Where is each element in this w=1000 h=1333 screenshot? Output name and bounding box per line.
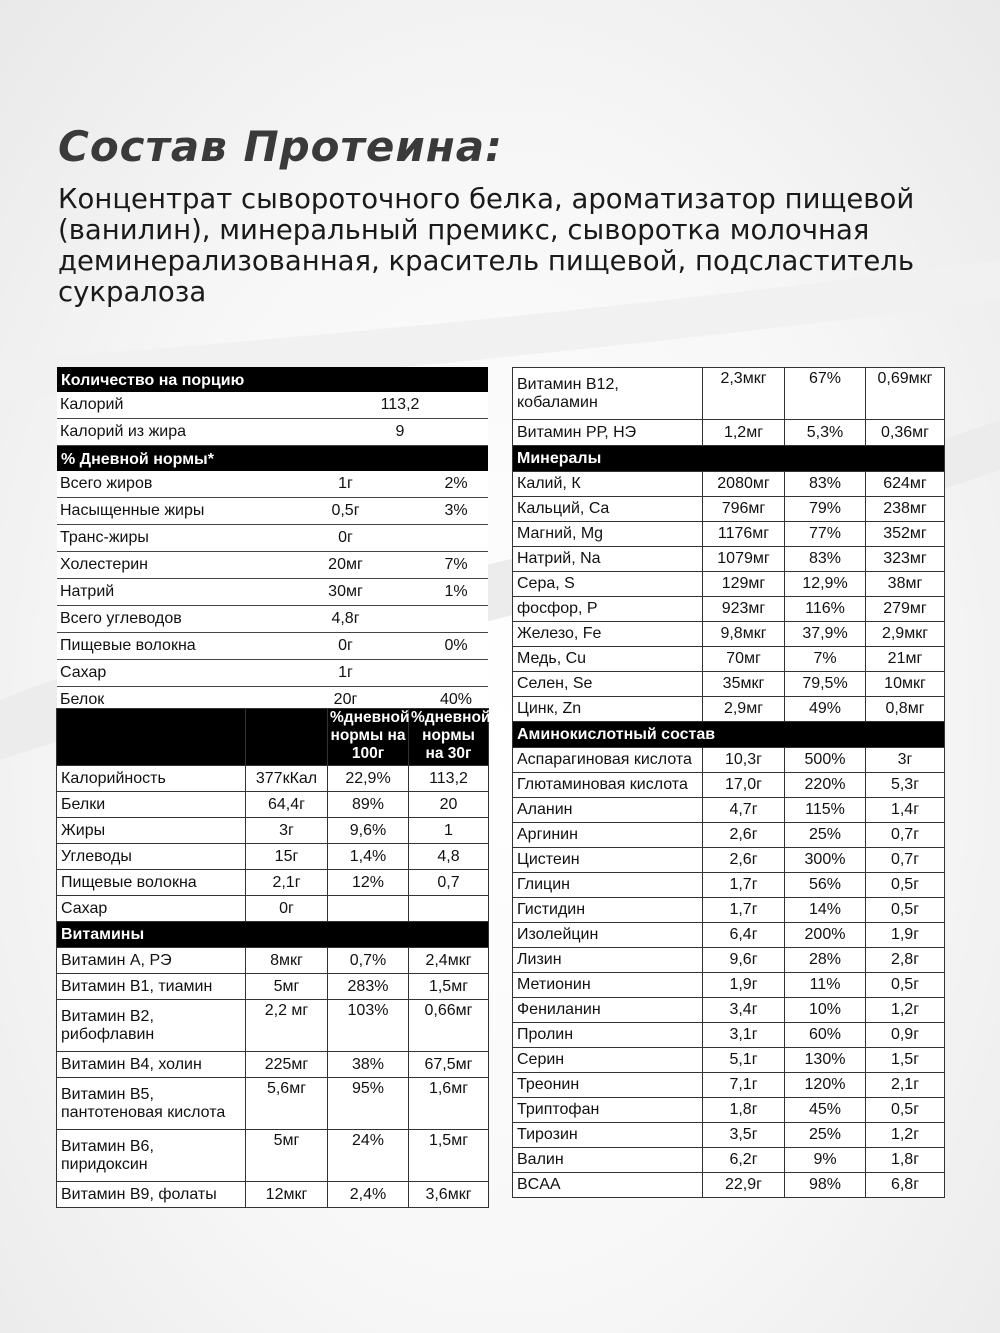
amino-header: Аминокислотный состав <box>513 722 945 748</box>
row-value: 0,8мг <box>866 697 945 722</box>
row-value: 21мг <box>866 647 945 672</box>
table-row <box>57 792 489 818</box>
row-label: Глютаминовая кислота <box>513 773 703 798</box>
row-value: 1 <box>409 818 489 844</box>
row-value <box>409 896 489 922</box>
row-value: 500% <box>785 748 866 773</box>
row-value: 60% <box>785 1023 866 1048</box>
row-label: Аспарагиновая кислота <box>513 748 703 773</box>
row-value: 5,3% <box>785 420 866 446</box>
table-row <box>513 547 945 572</box>
row-value: 1079мг <box>703 547 785 572</box>
row-value: 6,2г <box>703 1148 785 1173</box>
row-value: 89% <box>328 792 409 818</box>
table-row <box>513 572 945 597</box>
row-value: 103% <box>328 1000 409 1052</box>
row-value: 5,6мг <box>246 1078 328 1130</box>
row-value: 1,2мг <box>703 420 785 446</box>
row-value: 4,7г <box>703 798 785 823</box>
row-value: 5мг <box>246 974 328 1000</box>
row-value: 116% <box>785 597 866 622</box>
row-value: 2,4% <box>328 1182 409 1208</box>
row-value: 5,1г <box>703 1048 785 1073</box>
nutrition-table-panel <box>56 708 491 1208</box>
row-value: 3,5г <box>703 1123 785 1148</box>
row-label: Витамин В1, тиамин <box>57 974 246 1000</box>
row-value: 3г <box>246 818 328 844</box>
serving-value: 113,2 <box>380 396 420 413</box>
row-value: 38мг <box>866 572 945 597</box>
row-label: Сера, S <box>513 572 703 597</box>
row-value: 2,2 мг <box>246 1000 328 1052</box>
row-value: 12мкг <box>246 1182 328 1208</box>
row-value: 9,8мкг <box>703 622 785 647</box>
daily-label: Натрий <box>60 583 115 600</box>
row-label: Витамин А, РЭ <box>57 948 246 974</box>
row-value: 1,9г <box>703 973 785 998</box>
daily-amount: 4,8г <box>331 610 360 627</box>
table-row <box>513 497 945 522</box>
row-value: 0,7 <box>409 870 489 896</box>
row-label: Углеводы <box>57 844 246 870</box>
row-value: 283% <box>328 974 409 1000</box>
row-label: Аланин <box>513 798 703 823</box>
table-row <box>57 896 489 922</box>
vitamins-header: Витамины <box>57 922 489 948</box>
daily-amount: 0г <box>338 637 353 654</box>
row-value: 0г <box>246 896 328 922</box>
row-value: 1,5мг <box>409 1130 489 1182</box>
row-value: 130% <box>785 1048 866 1073</box>
daily-label: Пищевые волокна <box>60 637 196 654</box>
row-value: 83% <box>785 472 866 497</box>
row-value: 2080мг <box>703 472 785 497</box>
daily-row <box>57 471 488 498</box>
table-row <box>513 1123 945 1148</box>
row-value: 0,5г <box>866 873 945 898</box>
row-label: Изолейцин <box>513 923 703 948</box>
row-value: 22,9% <box>328 766 409 792</box>
table-row <box>513 1098 945 1123</box>
daily-amount: 20г <box>333 691 358 708</box>
table-row <box>57 844 489 870</box>
row-value: 352мг <box>866 522 945 547</box>
table-row <box>513 973 945 998</box>
row-label: Витамин В2, рибофлавин <box>57 1000 246 1052</box>
serving-row <box>57 419 488 446</box>
row-value: 5,3г <box>866 773 945 798</box>
row-value: 2,9мкг <box>866 622 945 647</box>
row-label: Триптофан <box>513 1098 703 1123</box>
row-label: Витамин В9, фолаты <box>57 1182 246 1208</box>
daily-label: Белок <box>60 691 105 708</box>
daily-amount: 1г <box>338 475 353 492</box>
row-label: Магний, Mg <box>513 522 703 547</box>
row-label: Тирозин <box>513 1123 703 1148</box>
row-value: 4,8 <box>409 844 489 870</box>
daily-label: Всего углеводов <box>60 610 182 627</box>
row-label: Селен, Se <box>513 672 703 697</box>
row-value: 25% <box>785 823 866 848</box>
row-value: 67,5мг <box>409 1052 489 1078</box>
daily-row <box>57 552 488 579</box>
row-label: Аргинин <box>513 823 703 848</box>
row-label: Медь, Cu <box>513 647 703 672</box>
vitamins-header-row <box>57 922 489 948</box>
table-row <box>513 948 945 973</box>
row-value: 12,9% <box>785 572 866 597</box>
row-label: Витамин В5, пантотеновая кислота <box>57 1078 246 1130</box>
row-value: 120% <box>785 1073 866 1098</box>
row-value: 0,7г <box>866 848 945 873</box>
row-value: 15г <box>246 844 328 870</box>
row-value: 1,7г <box>703 898 785 923</box>
serving-value: 9 <box>395 423 405 440</box>
row-label: Железо, Fe <box>513 622 703 647</box>
serving-label: Калорий из жира <box>60 423 187 440</box>
table-row <box>57 1182 489 1208</box>
daily-header: % Дневной нормы* <box>57 446 488 471</box>
row-label: Витамин В12, кобаламин <box>513 368 703 420</box>
right-table <box>512 367 945 1198</box>
row-value: 1,2г <box>866 1123 945 1148</box>
row-value: 1,8г <box>866 1148 945 1173</box>
row-value: 624мг <box>866 472 945 497</box>
row-value: 238мг <box>866 497 945 522</box>
row-value: 796мг <box>703 497 785 522</box>
row-value: 3,6мкг <box>409 1182 489 1208</box>
daily-percent: 40% <box>439 691 473 708</box>
row-value: 49% <box>785 697 866 722</box>
table-row <box>57 1078 489 1130</box>
table-row <box>513 923 945 948</box>
daily-rows <box>57 471 488 714</box>
minerals-header: Минералы <box>513 446 945 472</box>
row-label: Калий, К <box>513 472 703 497</box>
row-value: 279мг <box>866 597 945 622</box>
daily-percent: 0% <box>444 637 468 654</box>
row-value: 0,5г <box>866 1098 945 1123</box>
row-value: 24% <box>328 1130 409 1182</box>
row-value: 220% <box>785 773 866 798</box>
row-value: 2,1г <box>246 870 328 896</box>
row-value: 923мг <box>703 597 785 622</box>
minerals-header-row <box>513 446 945 472</box>
row-value: 3,1г <box>703 1023 785 1048</box>
row-value: 37,9% <box>785 622 866 647</box>
table-row <box>57 974 489 1000</box>
table-row <box>513 1173 945 1198</box>
row-value: 1,6мг <box>409 1078 489 1130</box>
table-row <box>513 647 945 672</box>
row-label: Витамин РР, НЭ <box>513 420 703 446</box>
row-value: 10мкг <box>866 672 945 697</box>
table-row <box>513 622 945 647</box>
row-value: 0,5г <box>866 898 945 923</box>
daily-amount: 1г <box>338 664 353 681</box>
row-value: 3,4г <box>703 998 785 1023</box>
row-value: 70мг <box>703 647 785 672</box>
table-row <box>513 472 945 497</box>
row-label: Серин <box>513 1048 703 1073</box>
table-row <box>57 766 489 792</box>
row-label: Пищевые волокна <box>57 870 246 896</box>
row-label: Белки <box>57 792 246 818</box>
table-row <box>57 948 489 974</box>
row-value: 225мг <box>246 1052 328 1078</box>
daily-row <box>57 498 488 525</box>
row-label: Цинк, Zn <box>513 697 703 722</box>
row-value: 1,5мг <box>409 974 489 1000</box>
daily-percent: 1% <box>444 583 468 600</box>
row-value: 38% <box>328 1052 409 1078</box>
row-value: 2,1г <box>866 1073 945 1098</box>
row-value: 0,36мг <box>866 420 945 446</box>
row-value: 17,0г <box>703 773 785 798</box>
row-label: Гистидин <box>513 898 703 923</box>
row-value: 7,1г <box>703 1073 785 1098</box>
table-row <box>513 823 945 848</box>
table-row <box>513 798 945 823</box>
row-value: 8мкг <box>246 948 328 974</box>
row-value: 129мг <box>703 572 785 597</box>
row-value: 2,6г <box>703 823 785 848</box>
col-header-100g: %дневной нормы на 100г <box>328 709 409 766</box>
table-row <box>513 748 945 773</box>
row-value: 3г <box>866 748 945 773</box>
row-value: 45% <box>785 1098 866 1123</box>
table-row <box>513 597 945 622</box>
right-table-panel <box>512 367 944 1198</box>
row-label: Цистеин <box>513 848 703 873</box>
row-value: 6,8г <box>866 1173 945 1198</box>
row-value: 22,9г <box>703 1173 785 1198</box>
row-value: 9,6г <box>703 948 785 973</box>
table-row <box>513 1148 945 1173</box>
row-value: 25% <box>785 1123 866 1148</box>
table-row <box>513 1023 945 1048</box>
row-value: 12% <box>328 870 409 896</box>
table-row <box>513 672 945 697</box>
row-value: 11% <box>785 973 866 998</box>
row-value: 323мг <box>866 547 945 572</box>
table-row <box>57 1052 489 1078</box>
row-label: Кальций, Ca <box>513 497 703 522</box>
row-value: 10,3г <box>703 748 785 773</box>
table-row <box>513 368 945 420</box>
row-value: 1,2г <box>866 998 945 1023</box>
table-row <box>513 873 945 898</box>
col-header-30g: %дневной нормы на 30г <box>409 709 489 766</box>
row-value: 35мкг <box>703 672 785 697</box>
header-blank <box>246 709 328 766</box>
row-value: 28% <box>785 948 866 973</box>
row-value: 77% <box>785 522 866 547</box>
serving-header: Количество на порцию <box>57 367 488 392</box>
row-value: 1,4% <box>328 844 409 870</box>
table-row <box>57 1130 489 1182</box>
row-value: 300% <box>785 848 866 873</box>
row-value: 1,4г <box>866 798 945 823</box>
daily-percent: 3% <box>444 502 468 519</box>
row-value: 0,7г <box>866 823 945 848</box>
row-value: 79,5% <box>785 672 866 697</box>
daily-label: Холестерин <box>60 556 148 573</box>
row-label: BCAA <box>513 1173 703 1198</box>
row-value: 115% <box>785 798 866 823</box>
row-label: Сахар <box>57 896 246 922</box>
row-value: 1176мг <box>703 522 785 547</box>
row-value: 2,4мкг <box>409 948 489 974</box>
serving-row <box>57 392 488 419</box>
row-value: 1,7г <box>703 873 785 898</box>
table-row <box>57 818 489 844</box>
row-label: Калорийность <box>57 766 246 792</box>
row-value: 1,8г <box>703 1098 785 1123</box>
row-value: 200% <box>785 923 866 948</box>
row-label: Витамин В4, холин <box>57 1052 246 1078</box>
row-value: 67% <box>785 368 866 420</box>
daily-amount: 0,5г <box>331 502 360 519</box>
row-value: 9,6% <box>328 818 409 844</box>
daily-label: Сахар <box>60 664 107 681</box>
daily-row <box>57 525 488 552</box>
daily-amount: 20мг <box>328 556 363 573</box>
row-value: 5мг <box>246 1130 328 1182</box>
row-value: 9% <box>785 1148 866 1173</box>
row-value: 7% <box>785 647 866 672</box>
row-value: 10% <box>785 998 866 1023</box>
row-label: Лизин <box>513 948 703 973</box>
table-row <box>513 998 945 1023</box>
row-value: 79% <box>785 497 866 522</box>
row-value: 0,7% <box>328 948 409 974</box>
table-row <box>513 697 945 722</box>
row-value: 377кКал <box>246 766 328 792</box>
row-value: 2,6г <box>703 848 785 873</box>
table-row <box>513 420 945 446</box>
row-value <box>328 896 409 922</box>
row-label: Пролин <box>513 1023 703 1048</box>
serving-rows <box>57 392 488 446</box>
row-label: Витамин В6, пиридоксин <box>57 1130 246 1182</box>
row-label: Фениланин <box>513 998 703 1023</box>
row-label: Валин <box>513 1148 703 1173</box>
row-label: Натрий, Na <box>513 547 703 572</box>
daily-row <box>57 579 488 606</box>
row-label: Треонин <box>513 1073 703 1098</box>
row-value: 2,3мкг <box>703 368 785 420</box>
row-value: 14% <box>785 898 866 923</box>
row-value: 1,5г <box>866 1048 945 1073</box>
serving-panel <box>57 367 488 714</box>
row-value: 2,9мг <box>703 697 785 722</box>
daily-amount: 30мг <box>328 583 363 600</box>
row-value: 0,5г <box>866 973 945 998</box>
page-title: Состав Протеина: <box>58 122 503 171</box>
header-blank <box>57 709 246 766</box>
row-label: Метионин <box>513 973 703 998</box>
table-row <box>513 1048 945 1073</box>
row-value: 20 <box>409 792 489 818</box>
row-value: 1,9г <box>866 923 945 948</box>
table-row <box>513 848 945 873</box>
daily-amount: 0г <box>338 529 353 546</box>
daily-row <box>57 633 488 660</box>
row-value: 0,69мкг <box>866 368 945 420</box>
row-value: 0,9г <box>866 1023 945 1048</box>
daily-row <box>57 606 488 633</box>
serving-label: Калорий <box>60 396 124 413</box>
table-row <box>513 522 945 547</box>
daily-label: Транс-жиры <box>60 529 149 546</box>
row-value: 64,4г <box>246 792 328 818</box>
row-label: Глицин <box>513 873 703 898</box>
daily-percent: 2% <box>444 475 468 492</box>
row-value: 83% <box>785 547 866 572</box>
table-row <box>57 1000 489 1052</box>
nutrition-table <box>56 708 489 1208</box>
daily-row <box>57 660 488 687</box>
row-label: Жиры <box>57 818 246 844</box>
amino-header-row <box>513 722 945 748</box>
daily-percent: 7% <box>444 556 468 573</box>
table-row <box>513 898 945 923</box>
nutrition-header-row <box>57 709 489 766</box>
table-row <box>57 870 489 896</box>
row-value: 95% <box>328 1078 409 1130</box>
row-value: 98% <box>785 1173 866 1198</box>
row-value: 56% <box>785 873 866 898</box>
table-row <box>513 1073 945 1098</box>
table-row <box>513 773 945 798</box>
daily-label: Всего жиров <box>60 475 153 492</box>
row-value: 6,4г <box>703 923 785 948</box>
daily-label: Насыщенные жиры <box>60 502 205 519</box>
ingredients-text: Концентрат сывороточного белка, ароматизатор пищевой (ванилин), минеральный премикс, сыворотка молочная деминерализованная, краситель пищевой, подсластитель сукралоза <box>58 183 915 308</box>
row-value: 0,66мг <box>409 1000 489 1052</box>
row-label: фосфор, P <box>513 597 703 622</box>
row-value: 2,8г <box>866 948 945 973</box>
row-value: 113,2 <box>409 766 489 792</box>
